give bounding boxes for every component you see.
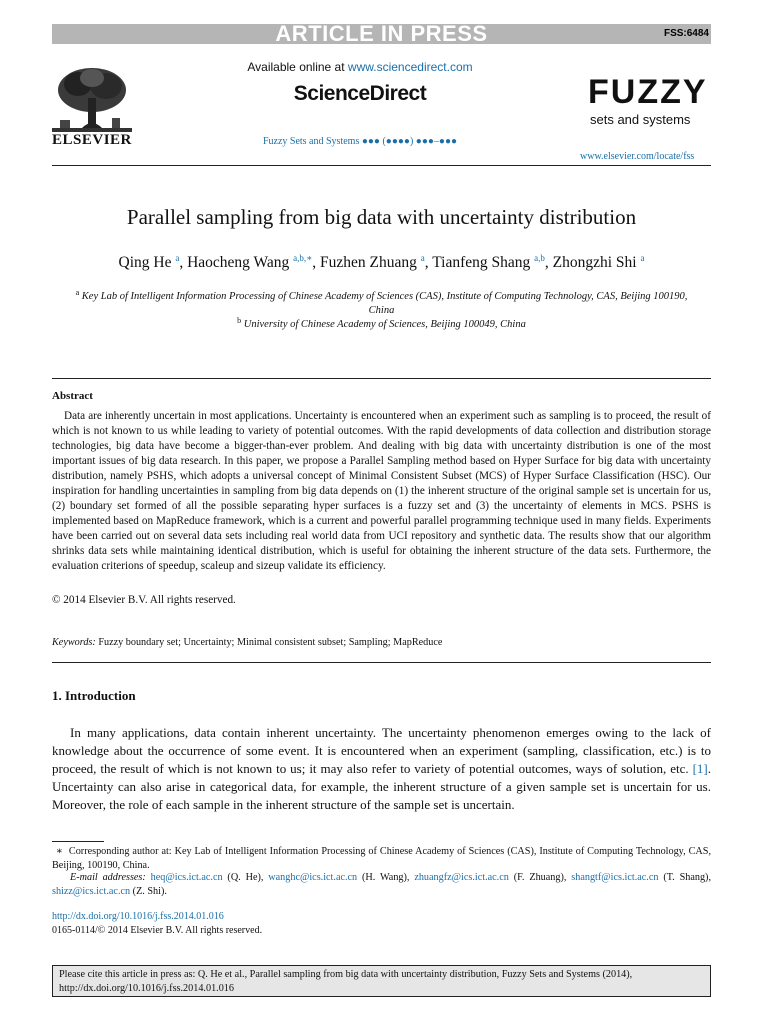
email-link[interactable]: shizz@ics.ict.ac.cn bbox=[52, 886, 131, 897]
journal-citation-line[interactable]: Fuzzy Sets and Systems ●●● (●●●●) ●●●–●●● bbox=[262, 136, 458, 147]
abstract-copyright: © 2014 Elsevier B.V. All rights reserved. bbox=[52, 594, 236, 606]
affiliation-text: University of Chinese Academy of Sciences, Beijing 100049, China bbox=[243, 319, 526, 330]
author-name: Zhongzhi Shi bbox=[552, 254, 637, 271]
cite-text: Please cite this article in press as: Q. He et al., Parallel sampling from big data with uncertainty distribution, Fuzzy Sets and Systems (2014), bbox=[59, 969, 633, 980]
abstract-top-rule bbox=[52, 378, 711, 379]
sciencedirect-logo: ScienceDirect bbox=[293, 82, 427, 105]
keywords-bottom-rule bbox=[52, 662, 711, 663]
author-name: Qing He bbox=[118, 254, 172, 271]
journal-logo-title: FUZZY bbox=[588, 73, 708, 111]
email-owner: (Q. He), bbox=[222, 872, 269, 883]
publisher-name: ELSEVIER bbox=[52, 132, 132, 148]
intro-text: In many applications, data contain inherent uncertainty. The uncertainty phenomenon emerges owing to the lack of knowledge about the occurrence of some event. It is encountered when an experiment (sampling, classification, etc.) is to proceed, the result of which is not known to us; it may also refer to variety of potential outcomes, ways of solution, etc. bbox=[52, 725, 711, 776]
footnote-rule bbox=[52, 841, 104, 842]
email-owner: (Z. Shi). bbox=[130, 886, 167, 897]
email-owner: (F. Zhuang), bbox=[508, 872, 572, 883]
banner-title: ARTICLE IN PRESS bbox=[275, 21, 488, 46]
affiliation-text: Key Lab of Intelligent Information Processing of Chinese Academy of Sciences (CAS), Institute of Computing Technology, CAS, Beijing 100190, bbox=[81, 291, 688, 302]
keywords-text: Fuzzy boundary set; Uncertainty; Minimal consistent subset; Sampling; MapReduce bbox=[95, 637, 443, 648]
reference-link[interactable]: [1] bbox=[692, 761, 708, 776]
doi-link[interactable]: http://dx.doi.org/10.1016/j.fss.2014.01.016 bbox=[52, 911, 224, 922]
email-label: E-mail addresses: bbox=[70, 872, 146, 883]
journal-url-link[interactable]: www.elsevier.com/locate/fss bbox=[580, 151, 695, 162]
author-affiliation-mark[interactable]: a bbox=[640, 253, 645, 263]
issn-copyright: 0165-0114/© 2014 Elsevier B.V. All rights reserved. bbox=[52, 925, 263, 936]
author-name: Fuzhen Zhuang bbox=[320, 254, 417, 271]
keywords bbox=[52, 637, 442, 648]
author-name: Haocheng Wang bbox=[187, 254, 290, 271]
email-link[interactable]: shangtf@ics.ict.ac.cn bbox=[571, 872, 659, 883]
email-link[interactable]: heq@ics.ict.ac.cn bbox=[150, 872, 223, 883]
email-owner: (T. Shang), bbox=[658, 872, 711, 883]
author-name: Tianfeng Shang bbox=[432, 254, 531, 271]
abstract-text: Data are inherently uncertain in most applications. Uncertainty is encountered when an experiment such as sampling is to proceed, the result of which is not known to us while leading to variety of potential outcomes. With the rapid developments of data collection and distribution storage technologies, big data have become a bigger-than-ever problem. And dealing with big data with uncertainty distribution is one of the most important issues of big data research. In this paper, we propose a Parallel Sampling method based on Hyper Surface for big data with uncertainty distribution, namely PSHS, which adopts a universal concept of Minimal Consistent Subset (MCS) of Hyper Surface Classification (HSC). Our inspiration for handling uncertainties in sampling from big data depends on (1) the inherent structure of the original sample set is uncertain for us, (2) boundary set formed of all the possible separating hyper surfaces is a fuzzy set and (3) the uncertainty of elements in MCS. PSHS is implemented based on MapReduce framework, which is a current and powerful parallel programming technique used in many fields. Experiments have been carried out on several data sets including real world data from UCI repository and synthetic data. The results show that our algorithm shrinks data sets while maintaining identical distribution, which is useful for obtaining the inherent structure of the data sets. Furthermore, the evaluation criterions of speedup, scaleup and sizeup validate its efficiency. bbox=[52, 410, 711, 572]
available-online bbox=[185, 60, 535, 74]
cite-this-article-box bbox=[52, 965, 711, 997]
affiliation-b bbox=[52, 314, 711, 332]
paper-title: Parallel sampling from big data with uncertainty distribution bbox=[126, 205, 637, 229]
email-link[interactable]: zhuangfz@ics.ict.ac.cn bbox=[414, 872, 509, 883]
available-prefix: Available online at bbox=[247, 60, 348, 74]
cite-doi[interactable]: http://dx.doi.org/10.1016/j.fss.2014.01.016 bbox=[59, 983, 234, 994]
footnote-mark: ∗ bbox=[56, 846, 63, 857]
journal-logo-subtitle: sets and systems bbox=[590, 112, 691, 127]
article-id: FSS:6484 bbox=[663, 28, 709, 39]
email-link[interactable]: wanghc@ics.ict.ac.cn bbox=[268, 872, 358, 883]
author-affiliation-mark[interactable]: a,b,∗ bbox=[293, 253, 313, 263]
header-rule bbox=[52, 165, 711, 166]
affiliation-text: China bbox=[368, 305, 395, 316]
author-list: Qing He $^a$, Haocheng Wang $^{a,b,∗}$, Fuzhen Zhuang $^a$, Tianfeng Shang $^{a,b}$, Zhongzhi Shi $^a$ bbox=[118, 253, 645, 271]
email-owner: (H. Wang), bbox=[357, 872, 415, 883]
affiliation-mark: b bbox=[237, 316, 242, 325]
abstract-body bbox=[52, 409, 711, 574]
keywords-label: Keywords: bbox=[52, 637, 96, 648]
corresponding-author-footnote bbox=[52, 845, 711, 873]
author-affiliation-mark[interactable]: a bbox=[420, 253, 425, 263]
intro-text: . Uncertainty can also arise in categorical data, for example, the inherent structure of a given sample set is uncertain for us. Moreover, the role of each sample in the inherent structure of the sample set is uncertain. bbox=[52, 761, 712, 812]
intro-heading: 1. Introduction bbox=[52, 688, 136, 703]
footnote-text: Corresponding author at: Key Lab of Intelligent Information Processing of Chinese Academy of Sciences (CAS), Institute of Computing Technology, CAS, Beijing, 100190, China. bbox=[52, 846, 712, 871]
sciencedirect-link[interactable]: www.sciencedirect.com bbox=[347, 60, 473, 74]
intro-body bbox=[52, 724, 711, 814]
abstract-heading: Abstract bbox=[52, 390, 93, 402]
author-affiliation-mark[interactable]: a bbox=[175, 253, 180, 263]
email-footnote bbox=[52, 871, 711, 899]
elsevier-tree-logo bbox=[52, 64, 132, 136]
affiliation-mark: a bbox=[75, 288, 80, 297]
author-affiliation-mark[interactable]: a,b bbox=[534, 253, 545, 263]
